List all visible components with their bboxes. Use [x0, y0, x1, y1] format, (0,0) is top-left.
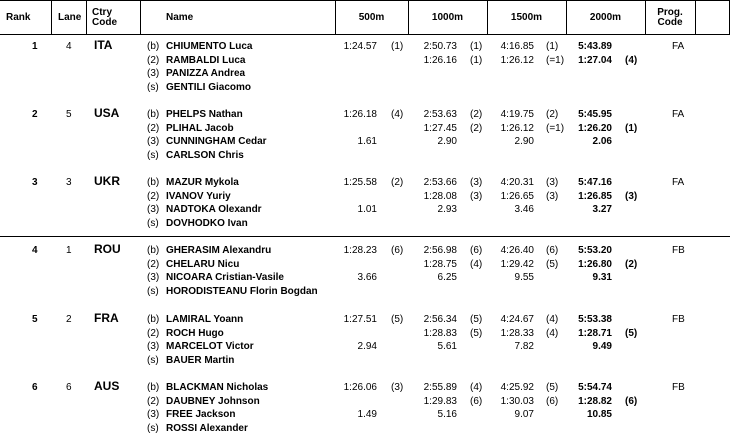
split-r1500: (1) [546, 41, 559, 52]
split-r2000: (1) [625, 122, 638, 134]
split-t1500: 1:26.12 [500, 122, 534, 134]
rower-name: NADTOKA Olexandr [166, 204, 262, 215]
seat-position: (b) [147, 314, 160, 325]
split-r1000: (5) [470, 314, 483, 325]
split-t500: 1:26.18 [343, 109, 377, 120]
seat-position: (s) [147, 217, 159, 229]
header-divider [86, 1, 87, 34]
rower-name: GENTILI Giacomo [166, 81, 252, 93]
rower-name: FREE Jackson [166, 409, 236, 420]
rower-name: PANIZZA Andrea [166, 68, 246, 79]
header-ctry-line1: Ctry [92, 6, 113, 18]
split-r500: (5) [391, 314, 404, 325]
split-t2000: 1:26.80 [578, 258, 612, 270]
split-t2000: 5:53.20 [578, 245, 612, 256]
seat-position: (s) [147, 354, 159, 366]
header-divider [695, 1, 696, 34]
split-t1500: 1:29.42 [500, 258, 534, 270]
split-t1500: 4:26.40 [500, 245, 534, 256]
split-t1000: 1:28.75 [423, 258, 457, 270]
prog-code: FA [672, 109, 685, 120]
split-r500: (2) [391, 177, 404, 188]
split-t1000: 1:28.83 [423, 327, 457, 339]
header-prog-code [645, 1, 695, 34]
split-t1000: 1:26.16 [423, 54, 457, 66]
header-rank: Rank [6, 11, 31, 23]
split-t2000: 5:45.95 [578, 109, 612, 120]
rower-name: CUNNINGHAM Cedar [166, 136, 267, 147]
split-t2000: 1:28.82 [578, 395, 612, 407]
split-t1500: 1:30.03 [500, 395, 534, 407]
split-t1500: 9.07 [514, 409, 534, 420]
split-t1000: 2:56.98 [423, 245, 457, 256]
split-r500: (6) [391, 245, 404, 256]
seat-position: (2) [147, 54, 160, 66]
seat-position: (s) [147, 285, 159, 297]
split-t1500: 2.90 [514, 136, 534, 147]
split-t1000: 2:53.63 [423, 109, 457, 120]
split-r500: (3) [391, 382, 404, 393]
seat-position: (2) [147, 395, 160, 407]
split-r1000: (1) [470, 41, 483, 52]
split-t2000: 5:43.89 [578, 41, 612, 52]
seat-position: (s) [147, 149, 159, 161]
header-divider [51, 1, 52, 34]
split-t1500: 3.46 [514, 204, 534, 215]
header-prog-line1: Prog. [657, 6, 683, 18]
seat-position: (2) [147, 190, 160, 202]
seat-position: (b) [147, 109, 160, 120]
split-t500: 1:26.06 [343, 382, 377, 393]
split-r2000: (6) [625, 395, 638, 407]
rower-name: NICOARA Cristian-Vasile [166, 272, 284, 283]
lane: 3 [66, 177, 72, 188]
header-name: Name [166, 11, 194, 23]
split-t1000: 2:55.89 [423, 382, 457, 393]
prog-code: FA [672, 41, 685, 52]
rower-name: GHERASIM Alexandru [166, 245, 272, 256]
split-t1500: 7.82 [514, 341, 534, 352]
split-r1500: (5) [546, 382, 559, 393]
seat-position: (2) [147, 258, 160, 270]
seat-position: (b) [147, 41, 160, 52]
split-r1500: (6) [546, 395, 559, 407]
header-divider [140, 1, 141, 34]
rower-name: HORODISTEANU Florin Bogdan [166, 285, 318, 297]
rower-name: PHELPS Nathan [166, 109, 243, 120]
prog-code: FA [672, 177, 685, 188]
split-t1000: 5.61 [437, 341, 457, 352]
prog-code: FB [672, 245, 685, 256]
split-t1000: 5.16 [437, 409, 457, 420]
split-t2000: 1:26.20 [578, 122, 612, 134]
country-code: AUS [94, 379, 120, 393]
split-t1500: 4:20.31 [500, 177, 534, 188]
split-r1500: (5) [546, 258, 559, 270]
split-r1000: (1) [470, 54, 483, 66]
seat-position: (3) [147, 136, 160, 147]
split-r1500: (4) [546, 314, 559, 325]
rank: 4 [32, 245, 38, 256]
split-r1000: (3) [470, 190, 483, 202]
seat-position: (b) [147, 382, 160, 393]
rank: 1 [32, 41, 38, 52]
rower-name: ROCH Hugo [166, 327, 224, 339]
header-divider [729, 1, 730, 34]
split-t1000: 6.25 [437, 272, 457, 283]
split-t2000: 10.85 [586, 409, 612, 420]
split-r1500: (4) [546, 327, 559, 339]
split-t2000: 1:26.85 [578, 190, 612, 202]
split-r1500: (3) [546, 177, 559, 188]
split-t1500: 4:19.75 [500, 109, 534, 120]
split-t2000: 5:47.16 [578, 177, 612, 188]
header-500m: 500m [358, 11, 385, 23]
country-code: UKR [94, 174, 120, 188]
split-r1000: (6) [470, 245, 483, 256]
header-country-code [92, 1, 117, 34]
lane: 4 [66, 41, 72, 52]
split-t1000: 2:56.34 [423, 314, 457, 325]
split-t1500: 4:16.85 [500, 41, 534, 52]
header-1500m: 1500m [510, 11, 543, 23]
split-t500: 3.66 [357, 272, 377, 283]
country-code: ITA [94, 38, 113, 52]
seat-position: (2) [147, 327, 160, 339]
split-r1000: (2) [470, 109, 483, 120]
split-r1500: (=1) [546, 54, 565, 66]
split-r1000: (4) [470, 382, 483, 393]
seat-position: (3) [147, 272, 160, 283]
split-r1000: (6) [470, 395, 483, 407]
country-code: FRA [94, 311, 119, 325]
rower-name: LAMIRAL Yoann [166, 314, 244, 325]
split-t1500: 4:24.67 [500, 314, 534, 325]
split-r2000: (4) [625, 54, 638, 66]
rower-name: CHELARU Nicu [166, 258, 240, 270]
split-r1000: (5) [470, 327, 483, 339]
seat-position: (3) [147, 68, 160, 79]
split-t2000: 2.06 [592, 136, 612, 147]
seat-position: (2) [147, 122, 160, 134]
seat-position: (3) [147, 341, 160, 352]
seat-position: (s) [147, 422, 159, 434]
split-t500: 2.94 [357, 341, 377, 352]
seat-position: (3) [147, 409, 160, 420]
split-t500: 1:25.58 [343, 177, 377, 188]
split-t500: 1:24.57 [343, 41, 377, 52]
split-r1500: (3) [546, 190, 559, 202]
split-t1500: 1:28.33 [500, 327, 534, 339]
header-2000m: 2000m [589, 11, 622, 23]
split-t1000: 1:27.45 [423, 122, 457, 134]
split-r2000: (5) [625, 327, 638, 339]
lane: 2 [66, 314, 72, 325]
split-t500: 1:27.51 [343, 314, 377, 325]
split-r500: (1) [391, 41, 404, 52]
split-t1000: 2:50.73 [423, 41, 457, 52]
lane: 6 [66, 382, 72, 393]
final-separator [0, 236, 730, 237]
split-r1000: (4) [470, 258, 483, 270]
rower-name: CARLSON Chris [166, 149, 244, 161]
rower-name: MARCELOT Victor [166, 341, 254, 352]
rower-name: RAMBALDI Luca [166, 54, 246, 66]
split-t500: 1.49 [357, 409, 377, 420]
header-ctry-line2: Code [92, 16, 117, 28]
split-r500: (4) [391, 109, 404, 120]
split-r2000: (2) [625, 258, 638, 270]
rower-name: MAZUR Mykola [166, 177, 239, 188]
split-t1000: 2:53.66 [423, 177, 457, 188]
split-r1500: (2) [546, 109, 559, 120]
rank: 3 [32, 177, 38, 188]
split-t1000: 1:29.83 [423, 395, 457, 407]
split-t500: 1.01 [357, 204, 377, 215]
country-code: USA [94, 106, 120, 120]
split-t1000: 2.90 [437, 136, 457, 147]
table-header [0, 0, 730, 35]
split-t1500: 1:26.65 [500, 190, 534, 202]
rower-name: BLACKMAN Nicholas [166, 382, 269, 393]
split-t500: 1:28.23 [343, 245, 377, 256]
split-t500: 1.61 [357, 136, 377, 147]
prog-code: FB [672, 314, 685, 325]
rower-name: DOVHODKO Ivan [166, 217, 248, 229]
split-r2000: (3) [625, 190, 638, 202]
prog-code: FB [672, 382, 685, 393]
split-t1500: 9.55 [514, 272, 534, 283]
split-r1000: (2) [470, 122, 483, 134]
header-1000m: 1000m [431, 11, 464, 23]
split-t2000: 1:27.04 [578, 54, 612, 66]
split-t1000: 1:28.08 [423, 190, 457, 202]
split-t2000: 1:28.71 [578, 327, 612, 339]
rower-name: CHIUMENTO Luca [166, 41, 253, 52]
rank: 6 [32, 382, 38, 393]
split-r1500: (=1) [546, 122, 565, 134]
rower-name: PLIHAL Jacob [166, 122, 234, 134]
rower-name: IVANOV Yuriy [166, 190, 231, 202]
split-t2000: 9.31 [592, 272, 612, 283]
split-t2000: 9.49 [592, 341, 612, 352]
rower-name: BAUER Martin [166, 354, 235, 366]
split-t1500: 1:26.12 [500, 54, 534, 66]
split-t2000: 5:54.74 [578, 382, 612, 393]
country-code: ROU [94, 242, 121, 256]
split-t2000: 5:53.38 [578, 314, 612, 325]
rank: 2 [32, 109, 38, 120]
rank: 5 [32, 314, 38, 325]
split-t1000: 2.93 [437, 204, 457, 215]
lane: 5 [66, 109, 72, 120]
rower-name: ROSSI Alexander [166, 422, 248, 434]
seat-position: (s) [147, 81, 159, 93]
seat-position: (b) [147, 177, 160, 188]
seat-position: (3) [147, 204, 160, 215]
rower-name: DAUBNEY Johnson [166, 395, 260, 407]
split-t2000: 3.27 [592, 204, 612, 215]
seat-position: (b) [147, 245, 160, 256]
split-r1500: (6) [546, 245, 559, 256]
split-t1500: 4:25.92 [500, 382, 534, 393]
header-prog-line2: Code [657, 16, 683, 28]
lane: 1 [66, 245, 72, 256]
header-lane: Lane [58, 11, 82, 23]
split-r1000: (3) [470, 177, 483, 188]
